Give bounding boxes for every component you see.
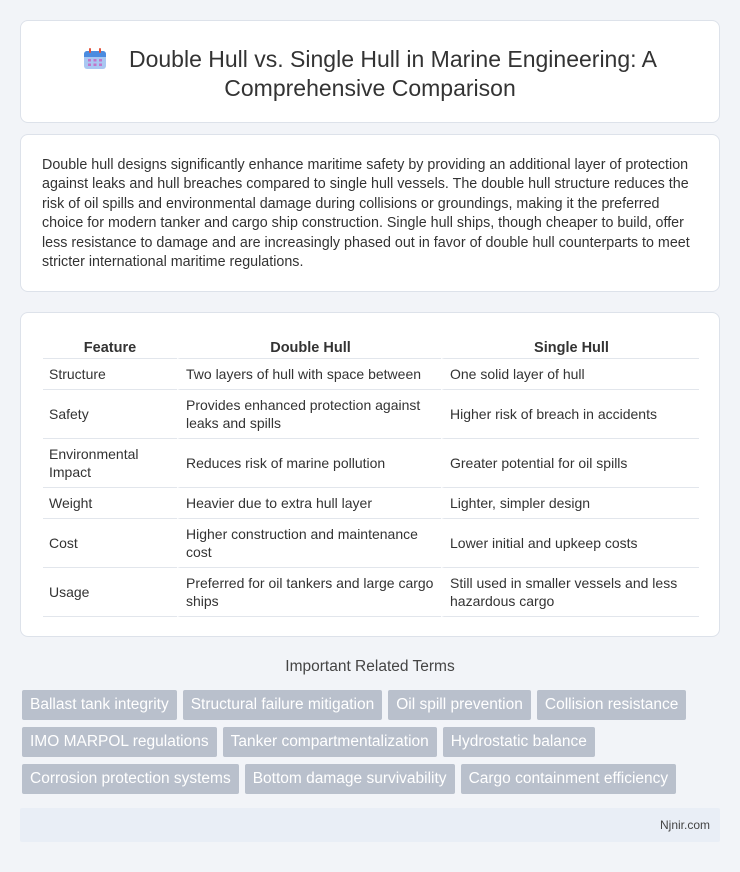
cell-double-hull: Provides enhanced protection against leaks and spills xyxy=(177,390,441,439)
footer-bar xyxy=(20,808,720,842)
tag-row xyxy=(22,727,722,757)
cell-feature: Safety xyxy=(43,390,177,439)
comparison-card xyxy=(20,312,720,637)
cell-single-hull: Higher risk of breach in accidents xyxy=(441,390,699,439)
tag-row xyxy=(22,690,722,720)
header-double-hull: Double Hull xyxy=(177,335,441,359)
cell-feature: Usage xyxy=(43,568,177,617)
comparison-table xyxy=(43,335,699,617)
tag-collision-resistance[interactable]: Collision resistance xyxy=(537,690,687,720)
cell-feature: Structure xyxy=(43,359,177,390)
calendar-icon xyxy=(83,48,107,70)
table-header-row xyxy=(43,335,699,359)
table-row xyxy=(43,390,699,439)
tag-hydrostatic-balance[interactable]: Hydrostatic balance xyxy=(443,727,595,757)
cell-double-hull: Preferred for oil tankers and large cargo ships xyxy=(177,568,441,617)
related-terms-heading: Important Related Terms xyxy=(285,658,455,675)
tag-corrosion-protection-systems[interactable]: Corrosion protection systems xyxy=(22,764,239,794)
summary-card xyxy=(20,134,720,292)
page-title: Double Hull vs. Single Hull in Marine Engineering: A Comprehensive Comparison xyxy=(128,46,657,101)
tag-ballast-tank-integrity[interactable]: Ballast tank integrity xyxy=(22,690,177,720)
cell-double-hull: Heavier due to extra hull layer xyxy=(177,488,441,519)
cell-single-hull: One solid layer of hull xyxy=(441,359,699,390)
tag-bottom-damage-survivability[interactable]: Bottom damage survivability xyxy=(245,764,455,794)
tag-tanker-compartmentalization[interactable]: Tanker compartmentalization xyxy=(223,727,437,757)
cell-single-hull: Greater potential for oil spills xyxy=(441,439,699,488)
header-feature: Feature xyxy=(43,335,177,359)
cell-double-hull: Reduces risk of marine pollution xyxy=(177,439,441,488)
table-row xyxy=(43,439,699,488)
tag-oil-spill-prevention[interactable]: Oil spill prevention xyxy=(388,690,531,720)
cell-single-hull: Lighter, simpler design xyxy=(441,488,699,519)
page-title-wrap xyxy=(21,45,719,103)
cell-feature: Weight xyxy=(43,488,177,519)
cell-feature: Environmental Impact xyxy=(43,439,177,488)
cell-single-hull: Still used in smaller vessels and less hazardous cargo xyxy=(441,568,699,617)
related-terms-tags xyxy=(22,690,722,801)
cell-feature: Cost xyxy=(43,519,177,568)
tag-structural-failure-mitigation[interactable]: Structural failure mitigation xyxy=(183,690,383,720)
tag-row xyxy=(22,764,722,794)
tag-imo-marpol-regulations[interactable]: IMO MARPOL regulations xyxy=(22,727,217,757)
header-single-hull: Single Hull xyxy=(441,335,699,359)
table-row xyxy=(43,488,699,519)
cell-double-hull: Two layers of hull with space between xyxy=(177,359,441,390)
footer-site-link[interactable]: Njnir.com xyxy=(659,818,710,832)
title-card xyxy=(20,20,720,123)
cell-single-hull: Lower initial and upkeep costs xyxy=(441,519,699,568)
table-row xyxy=(43,519,699,568)
summary-paragraph: Double hull designs significantly enhance maritime safety by providing an additional layer of protection against leaks and hull breaches compared to single hull vessels. The double hull structure reduces the risk of oil spills and environmental damage during collisions or groundings, making it the preferred choice for modern tanker and cargo ship construction. Single hull ships, though cheaper to build, offer less resistance to damage and are increasingly phased out in favor of double hull counterparts to meet stricter international maritime regulations. xyxy=(42,157,690,271)
tag-cargo-containment-efficiency[interactable]: Cargo containment efficiency xyxy=(461,764,677,794)
table-row xyxy=(43,359,699,390)
table-row xyxy=(43,568,699,617)
cell-double-hull: Higher construction and maintenance cost xyxy=(177,519,441,568)
